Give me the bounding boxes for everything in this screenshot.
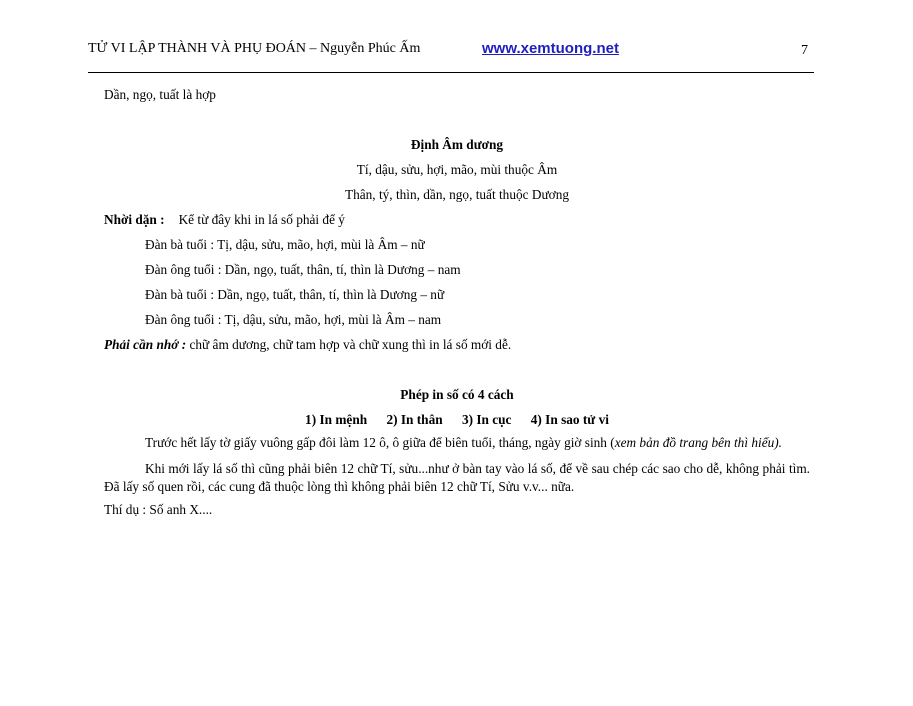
advice-item: Đàn bà tuổi : Dần, ngọ, tuất, thân, tí, thìn là Dương – nữ <box>145 287 445 302</box>
method-item: 2) In thân <box>386 412 443 427</box>
advice-item: Đàn ông tuổi : Dần, ngọ, tuất, thân, tí, thìn là Dương – nam <box>145 262 461 277</box>
advice-line <box>104 207 810 232</box>
header-divider <box>88 72 814 73</box>
advice-item: Đàn bà tuổi : Tị, dậu, sửu, mão, hợi, mùi là Âm – nữ <box>145 237 425 252</box>
method-item: 3) In cục <box>461 412 512 427</box>
example-line: Thí dụ : Số anh X.... <box>104 502 213 517</box>
spacer <box>104 107 810 132</box>
reminder-text: chữ âm dương, chữ tam hợp và chữ xung thì in lá số mới dễ. <box>186 337 512 352</box>
advice-item: Đàn ông tuổi : Tị, dậu, sửu, mão, hợi, mùi là Âm – nam <box>145 312 442 327</box>
website-link[interactable]: www.xemtuong.net <box>482 40 619 57</box>
reminder-line <box>104 332 810 357</box>
section-heading-am-duong: Định Âm dương <box>410 137 504 152</box>
section-heading-methods: Phép in số có 4 cách <box>400 387 514 402</box>
methods-list <box>104 407 810 432</box>
spacer <box>104 357 810 382</box>
method-item: 1) In mệnh <box>305 412 368 427</box>
method-item: 4) In sao tử vi <box>530 412 609 427</box>
paragraph-1 <box>104 434 810 452</box>
paragraph-1-text: Trước hết lấy tờ giấy vuông gấp đôi làm 12 ô, ô giữa để biên tuổi, tháng, ngày giờ sinh ( <box>145 435 615 450</box>
paragraph-1-italic: xem bản đồ trang bên thì hiểu). <box>614 435 782 450</box>
page-header <box>0 0 913 74</box>
duong-line: Thân, tý, thìn, dần, ngọ, tuất thuộc Dương <box>344 187 569 202</box>
reminder-label: Phải cần nhớ : <box>104 337 187 352</box>
document-title: TỬ VI LẬP THÀNH VÀ PHỤ ĐOÁN – Nguyễn Phúc Ấm <box>88 41 421 56</box>
advice-label: Nhời dặn : <box>104 212 165 227</box>
advice-text: Kể từ đây khi in lá số phải để ý <box>178 212 345 227</box>
intro-line: Dần, ngọ, tuất là hợp <box>104 87 216 102</box>
document-body <box>104 82 810 522</box>
page-number: 7 <box>801 43 808 58</box>
paragraph-2: Khi mới lấy lá số thì cũng phải biên 12 chữ Tí, sửu...như ở bàn tay vào lá số, để về sau chép các sao cho dễ, không phải tìm. Đã lấy số quen rồi, các cung đã thuộc lòng thì không phải biên 12 chữ Tí, Sửu v.v... nữa. <box>104 461 810 494</box>
am-line: Tí, dậu, sửu, hợi, mão, mùi thuộc Âm <box>356 162 558 177</box>
